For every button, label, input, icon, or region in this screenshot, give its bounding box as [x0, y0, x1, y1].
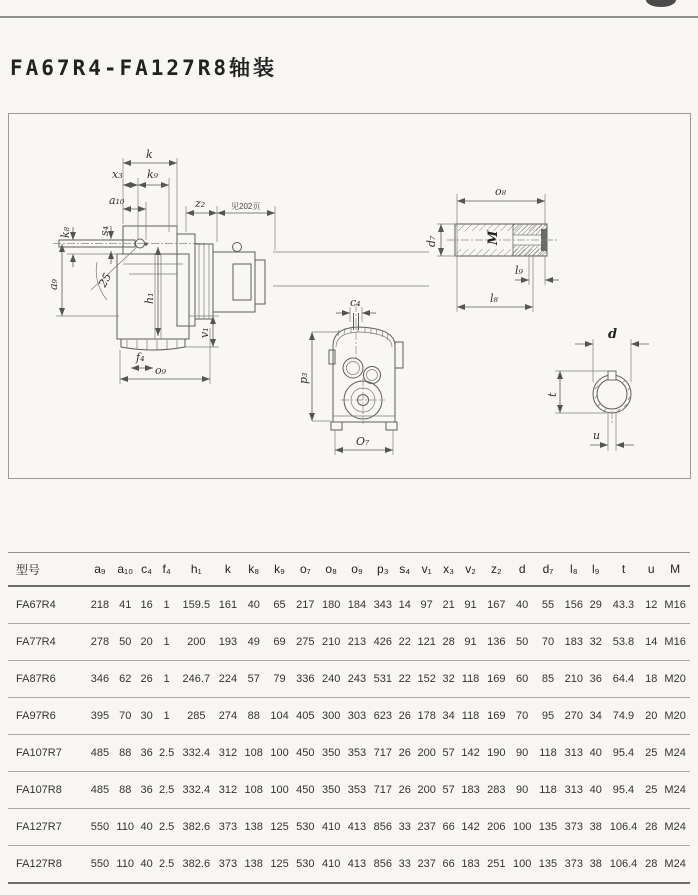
value-cell: 95.4: [605, 735, 642, 772]
dim-label-u: u: [593, 429, 601, 442]
value-cell: 312: [215, 772, 241, 809]
value-cell: 450: [292, 772, 318, 809]
value-cell: 717: [370, 772, 396, 809]
value-cell: M20: [660, 698, 690, 735]
value-cell: 88: [113, 772, 138, 809]
value-cell: 40: [509, 586, 535, 624]
dim-label-t: t: [546, 392, 559, 397]
value-cell: 66: [440, 809, 458, 846]
value-cell: 108: [241, 735, 267, 772]
value-cell: 90: [509, 772, 535, 809]
column-header: k₈: [241, 553, 267, 587]
value-cell: 26: [396, 735, 414, 772]
value-cell: 152: [414, 661, 440, 698]
value-cell: 57: [241, 661, 267, 698]
value-cell: 36: [138, 735, 156, 772]
dimensions-table: [8, 552, 690, 884]
table-row: [8, 661, 690, 698]
value-cell: M16: [660, 624, 690, 661]
table-row: [8, 624, 690, 661]
column-header: a₉: [87, 553, 113, 587]
value-cell: 251: [483, 846, 509, 884]
value-cell: 110: [113, 809, 138, 846]
value-cell: 485: [87, 735, 113, 772]
value-cell: 29: [587, 586, 605, 624]
value-cell: 350: [318, 735, 344, 772]
table-row: [8, 586, 690, 624]
value-cell: 156: [561, 586, 587, 624]
value-cell: 169: [483, 698, 509, 735]
value-cell: 69: [267, 624, 293, 661]
value-cell: 41: [113, 586, 138, 624]
value-cell: 40: [587, 772, 605, 809]
value-cell: 313: [561, 735, 587, 772]
value-cell: 2.5: [156, 846, 178, 884]
table-row: [8, 698, 690, 735]
dim-label-v1: v₁: [198, 327, 211, 338]
value-cell: 206: [483, 809, 509, 846]
value-cell: 16: [138, 586, 156, 624]
dim-label-k8: k₈: [59, 226, 72, 238]
dim-label-a10: a₁₀: [109, 194, 125, 207]
value-cell: 125: [267, 846, 293, 884]
dim-label-h1: h₁: [143, 292, 156, 304]
value-cell: 33: [396, 809, 414, 846]
bore-section-drawing: [546, 327, 649, 451]
value-cell: 118: [458, 698, 484, 735]
value-cell: 100: [509, 846, 535, 884]
column-header: z₂: [483, 553, 509, 587]
value-cell: 26: [396, 772, 414, 809]
model-cell: FA67R4: [8, 586, 87, 624]
value-cell: M20: [660, 661, 690, 698]
value-cell: 485: [87, 772, 113, 809]
value-cell: 108: [241, 772, 267, 809]
model-cell: FA107R7: [8, 735, 87, 772]
value-cell: 135: [535, 809, 561, 846]
value-cell: 79: [267, 661, 293, 698]
value-cell: 55: [535, 586, 561, 624]
value-cell: 74.9: [605, 698, 642, 735]
column-header: h₁: [178, 553, 215, 587]
value-cell: 285: [178, 698, 215, 735]
angle-label: 25: [96, 270, 115, 290]
value-cell: 88: [113, 735, 138, 772]
value-cell: 200: [414, 735, 440, 772]
value-cell: 410: [318, 809, 344, 846]
value-cell: 332.4: [178, 735, 215, 772]
value-cell: 95: [535, 698, 561, 735]
value-cell: 97: [414, 586, 440, 624]
model-cell: FA127R7: [8, 809, 87, 846]
value-cell: 28: [642, 809, 660, 846]
value-cell: 70: [509, 698, 535, 735]
value-cell: 100: [267, 772, 293, 809]
value-cell: 12: [642, 586, 660, 624]
value-cell: 303: [344, 698, 370, 735]
dim-label-a9: a₉: [47, 279, 60, 290]
value-cell: 353: [344, 735, 370, 772]
value-cell: 382.6: [178, 846, 215, 884]
value-cell: 237: [414, 809, 440, 846]
value-cell: 85: [535, 661, 561, 698]
value-cell: M16: [660, 586, 690, 624]
column-header: o₈: [318, 553, 344, 587]
model-cell: FA77R4: [8, 624, 87, 661]
value-cell: 183: [561, 624, 587, 661]
value-cell: 18: [642, 661, 660, 698]
column-header: c₄: [138, 553, 156, 587]
value-cell: 100: [267, 735, 293, 772]
dim-label-l9: l₉: [515, 264, 523, 277]
model-cell: FA127R8: [8, 846, 87, 884]
value-cell: 70: [113, 698, 138, 735]
value-cell: M24: [660, 735, 690, 772]
value-cell: 373: [215, 846, 241, 884]
value-cell: 246.7: [178, 661, 215, 698]
value-cell: 180: [318, 586, 344, 624]
value-cell: 57: [440, 772, 458, 809]
value-cell: 167: [483, 586, 509, 624]
value-cell: 22: [396, 624, 414, 661]
value-cell: 36: [587, 661, 605, 698]
column-header: d: [509, 553, 535, 587]
value-cell: 382.6: [178, 809, 215, 846]
value-cell: 237: [414, 846, 440, 884]
value-cell: 550: [87, 846, 113, 884]
table-header-row: [8, 553, 690, 587]
value-cell: 106.4: [605, 809, 642, 846]
column-header: l₉: [587, 553, 605, 587]
value-cell: 57: [440, 735, 458, 772]
value-cell: 100: [509, 809, 535, 846]
value-cell: 25: [642, 735, 660, 772]
column-header: k: [215, 553, 241, 587]
column-header: l₈: [561, 553, 587, 587]
value-cell: 213: [344, 624, 370, 661]
value-cell: M24: [660, 809, 690, 846]
column-header: t: [605, 553, 642, 587]
value-cell: 70: [535, 624, 561, 661]
value-cell: 28: [440, 624, 458, 661]
value-cell: 243: [344, 661, 370, 698]
column-header: s₄: [396, 553, 414, 587]
value-cell: 91: [458, 624, 484, 661]
value-cell: 14: [642, 624, 660, 661]
value-cell: 413: [344, 846, 370, 884]
value-cell: 856: [370, 809, 396, 846]
value-cell: 26: [396, 698, 414, 735]
value-cell: 410: [318, 846, 344, 884]
value-cell: 38: [587, 846, 605, 884]
dim-label-k: k: [146, 148, 153, 161]
value-cell: 200: [178, 624, 215, 661]
value-cell: 373: [561, 809, 587, 846]
column-header: a₁₀: [113, 553, 138, 587]
column-header: x₃: [440, 553, 458, 587]
value-cell: 91: [458, 586, 484, 624]
column-header: M: [660, 553, 690, 587]
model-cell: FA87R6: [8, 661, 87, 698]
dim-label-k9: k₉: [147, 168, 159, 181]
value-cell: 62: [113, 661, 138, 698]
value-cell: 270: [561, 698, 587, 735]
value-cell: 278: [87, 624, 113, 661]
value-cell: 218: [87, 586, 113, 624]
side-view-drawing: [47, 148, 429, 384]
thread-label-m: M: [486, 230, 501, 245]
value-cell: 49: [241, 624, 267, 661]
value-cell: 135: [535, 846, 561, 884]
value-cell: 136: [483, 624, 509, 661]
page-title: FA67R4-FA127R8轴装: [10, 56, 278, 81]
value-cell: 217: [292, 586, 318, 624]
value-cell: 312: [215, 735, 241, 772]
top-rule: [0, 16, 698, 18]
value-cell: 95.4: [605, 772, 642, 809]
value-cell: 350: [318, 772, 344, 809]
page-corner-icon: [646, 0, 676, 7]
value-cell: 40: [138, 846, 156, 884]
value-cell: 21: [440, 586, 458, 624]
value-cell: 346: [87, 661, 113, 698]
dim-label-z2: z₂: [195, 197, 206, 210]
value-cell: 65: [267, 586, 293, 624]
value-cell: 183: [458, 846, 484, 884]
value-cell: 138: [241, 809, 267, 846]
value-cell: 53.8: [605, 624, 642, 661]
value-cell: 40: [587, 735, 605, 772]
value-cell: 66: [440, 846, 458, 884]
dim-label-l8: l₈: [490, 292, 498, 305]
value-cell: 88: [241, 698, 267, 735]
value-cell: 426: [370, 624, 396, 661]
value-cell: M24: [660, 846, 690, 884]
model-cell: FA97R6: [8, 698, 87, 735]
value-cell: 32: [587, 624, 605, 661]
dim-label-x3: x₃: [112, 168, 123, 181]
value-cell: 283: [483, 772, 509, 809]
value-cell: 104: [267, 698, 293, 735]
value-cell: 183: [458, 772, 484, 809]
column-header: p₃: [370, 553, 396, 587]
technical-drawing-svg: [9, 114, 690, 478]
dim-label-s4: s₄: [98, 225, 111, 236]
value-cell: 550: [87, 809, 113, 846]
value-cell: 106.4: [605, 846, 642, 884]
value-cell: 34: [440, 698, 458, 735]
value-cell: 142: [458, 809, 484, 846]
value-cell: 60: [509, 661, 535, 698]
value-cell: 138: [241, 846, 267, 884]
see-page-note: 见202页: [231, 202, 261, 211]
value-cell: 2.5: [156, 809, 178, 846]
value-cell: 159.5: [178, 586, 215, 624]
value-cell: 856: [370, 846, 396, 884]
value-cell: 1: [156, 624, 178, 661]
value-cell: 25: [642, 772, 660, 809]
table-row: [8, 846, 690, 884]
value-cell: 34: [587, 698, 605, 735]
value-cell: 395: [87, 698, 113, 735]
dim-label-o7: O₇: [356, 435, 370, 448]
value-cell: 1: [156, 586, 178, 624]
value-cell: 373: [215, 809, 241, 846]
value-cell: 200: [414, 772, 440, 809]
dim-label-f4: f₄: [136, 351, 145, 364]
value-cell: 717: [370, 735, 396, 772]
value-cell: 530: [292, 809, 318, 846]
shaft-detail-drawing: [425, 185, 559, 312]
value-cell: 184: [344, 586, 370, 624]
value-cell: 26: [138, 661, 156, 698]
value-cell: 300: [318, 698, 344, 735]
value-cell: 50: [113, 624, 138, 661]
value-cell: 110: [113, 846, 138, 884]
value-cell: 1: [156, 698, 178, 735]
value-cell: 343: [370, 586, 396, 624]
value-cell: 20: [642, 698, 660, 735]
value-cell: 373: [561, 846, 587, 884]
value-cell: 193: [215, 624, 241, 661]
column-header-model: 型号: [8, 553, 87, 587]
column-header: d₇: [535, 553, 561, 587]
value-cell: M24: [660, 772, 690, 809]
value-cell: 14: [396, 586, 414, 624]
dim-label-d: d: [608, 327, 618, 342]
value-cell: 353: [344, 772, 370, 809]
column-header: f₄: [156, 553, 178, 587]
dim-label-d7: d₇: [425, 235, 438, 247]
value-cell: 40: [241, 586, 267, 624]
value-cell: 224: [215, 661, 241, 698]
value-cell: 2.5: [156, 735, 178, 772]
value-cell: 50: [509, 624, 535, 661]
value-cell: 40: [138, 809, 156, 846]
value-cell: 210: [561, 661, 587, 698]
value-cell: 22: [396, 661, 414, 698]
value-cell: 405: [292, 698, 318, 735]
value-cell: 450: [292, 735, 318, 772]
value-cell: 38: [587, 809, 605, 846]
value-cell: 64.4: [605, 661, 642, 698]
value-cell: 2.5: [156, 772, 178, 809]
value-cell: 33: [396, 846, 414, 884]
value-cell: 169: [483, 661, 509, 698]
value-cell: 190: [483, 735, 509, 772]
model-cell: FA107R8: [8, 772, 87, 809]
value-cell: 210: [318, 624, 344, 661]
value-cell: 32: [440, 661, 458, 698]
value-cell: 240: [318, 661, 344, 698]
value-cell: 30: [138, 698, 156, 735]
value-cell: 623: [370, 698, 396, 735]
value-cell: 142: [458, 735, 484, 772]
value-cell: 178: [414, 698, 440, 735]
value-cell: 1: [156, 661, 178, 698]
dim-label-c4: c₄: [350, 296, 361, 309]
value-cell: 125: [267, 809, 293, 846]
value-cell: 531: [370, 661, 396, 698]
value-cell: 20: [138, 624, 156, 661]
column-header: o₇: [292, 553, 318, 587]
value-cell: 118: [458, 661, 484, 698]
value-cell: 28: [642, 846, 660, 884]
table-row: [8, 735, 690, 772]
value-cell: 121: [414, 624, 440, 661]
value-cell: 118: [535, 735, 561, 772]
table-row: [8, 809, 690, 846]
value-cell: 36: [138, 772, 156, 809]
front-view-drawing: [297, 296, 403, 455]
column-header: o₉: [344, 553, 370, 587]
dim-label-o9: o₉: [155, 364, 167, 377]
technical-drawing-panel: [8, 113, 691, 479]
value-cell: 313: [561, 772, 587, 809]
value-cell: 161: [215, 586, 241, 624]
column-header: u: [642, 553, 660, 587]
value-cell: 90: [509, 735, 535, 772]
value-cell: 413: [344, 809, 370, 846]
value-cell: 275: [292, 624, 318, 661]
dimension-table-section: [8, 552, 690, 884]
table-row: [8, 772, 690, 809]
dim-label-o8: o₈: [495, 185, 507, 198]
dim-label-p3: p₃: [297, 372, 310, 384]
value-cell: 530: [292, 846, 318, 884]
column-header: v₂: [458, 553, 484, 587]
value-cell: 43.3: [605, 586, 642, 624]
value-cell: 274: [215, 698, 241, 735]
column-header: k₉: [267, 553, 293, 587]
value-cell: 336: [292, 661, 318, 698]
value-cell: 332.4: [178, 772, 215, 809]
column-header: v₁: [414, 553, 440, 587]
value-cell: 118: [535, 772, 561, 809]
